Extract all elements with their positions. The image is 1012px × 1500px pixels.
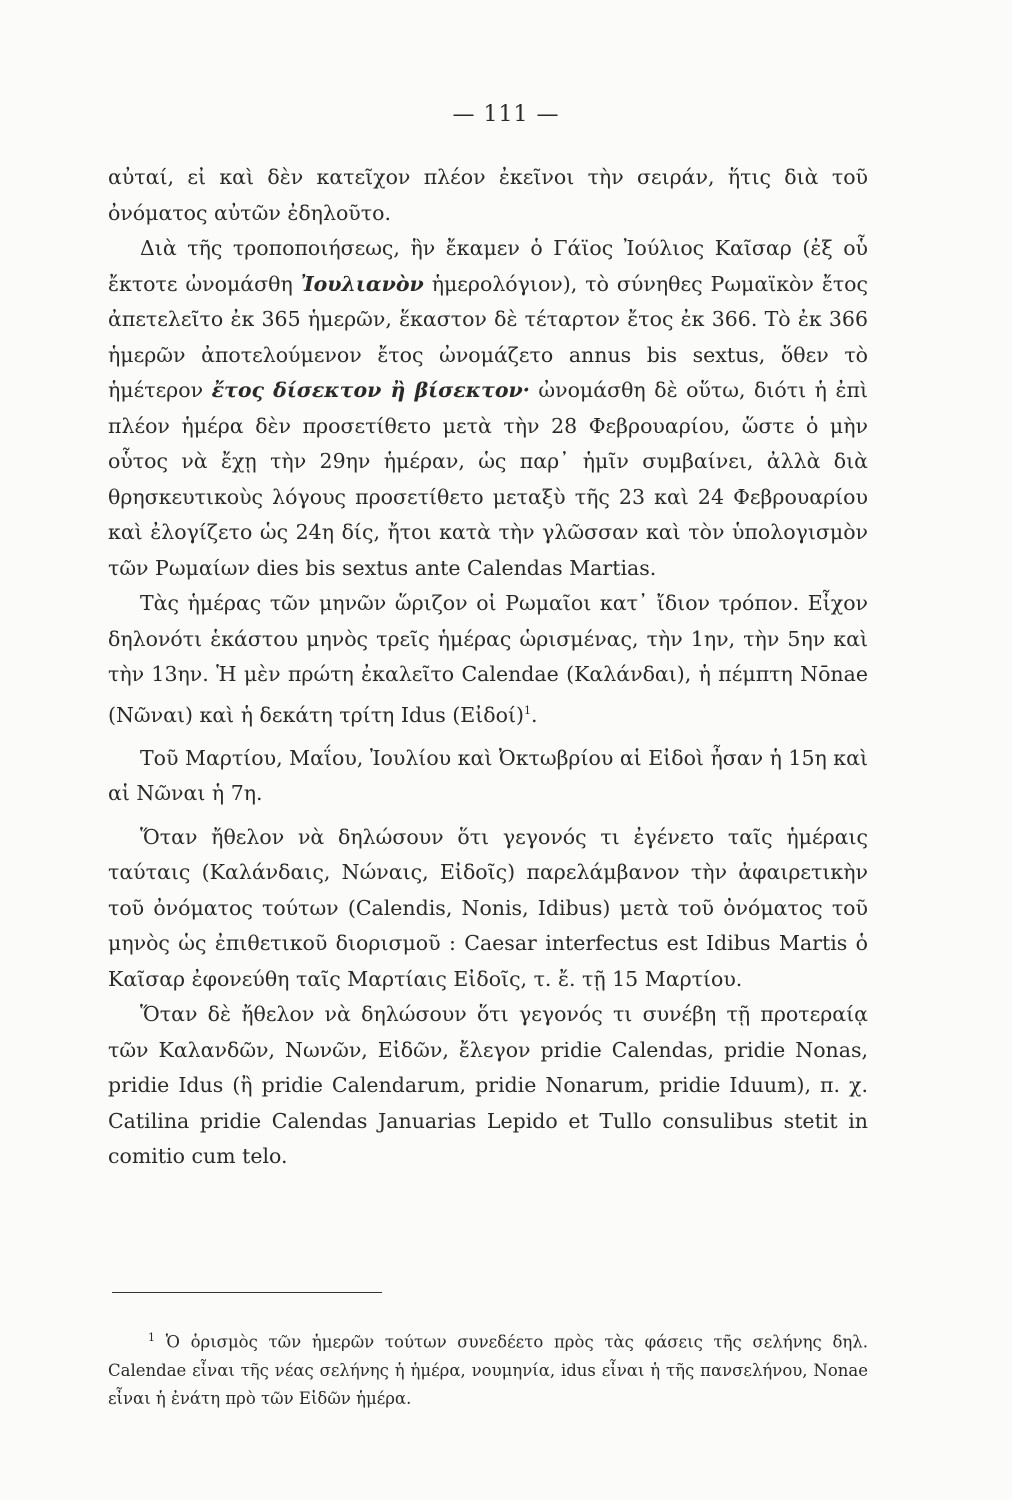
term-julian: Ἰουλιανὸν <box>300 271 424 296</box>
body-text <box>108 160 868 1175</box>
footnote-reference: 1 <box>524 703 532 717</box>
footnote-marker: 1 <box>148 1331 155 1344</box>
term-leap-year: ἔτος δίσεκτον ἢ βίσεκτον· <box>211 378 530 402</box>
paragraph-month-days-text: Τὰς ἡμέρας τῶν μηνῶν ὥριζον οἱ Ρωμαῖοι κατ᾽ ἴδιον τρόπον. Εἶχον δηλονότι ἑκάστου μηνὸς τρεῖς ἡμέρας ὡρισμένας, τὴν 1ην, τὴν 5ην καὶ τὴν 13ην. Ἡ μὲν πρώτη ἐκαλεῖτο Calendae (Καλάνδαι), ἡ πέμπτη Nōnae (Νῶναι) καὶ ἡ δεκάτη τρίτη Idus (Εἰδοί) <box>108 591 868 727</box>
paragraph-julian-part-2: ἡμερολόγιον), τὸ σύνηθες Ρωμαϊκὸν ἔτος ἀπετελεῖτο ἐκ 365 ἡμερῶν, ἕκαστον δὲ τέταρτον ἔτος ἐκ 366. Τὸ ἐκ 366 ἡμερῶν ἀποτελούμενον ἔτος ὠνομάζετο annus bis sextus, ὅθεν τὸ ἡμέτερον <box>108 271 869 402</box>
paragraph-julian-calendar <box>108 231 868 586</box>
paragraph-ides: Τοῦ Μαρτίου, Μαΐου, Ἰουλίου καὶ Ὀκτωβρίου αἱ Εἰδοὶ ἦσαν ἡ 15η καὶ αἱ Νῶναι ἡ 7η. <box>108 745 868 806</box>
paragraph-julian-part-3: ὠνομάσθη δὲ οὕτω, διότι ἡ ἐπὶ πλέον ἡμέρα δὲν προσετίθετο μετὰ τὴν 28 Φεβρουαρίου, ὥστε ὁ μὴν οὗτος νὰ ἔχῃ τὴν 29ην ἡμέραν, ὡς παρ᾽ ἡμῖν συμβαίνει, ἀλλὰ διὰ θρησκευτικοὺς λόγους προσετίθετο μεταξὺ τῆς 23 καὶ 24 Φεβρουαρίου καὶ ἐλογίζετο ὡς 24η δίς, ἤτοι κατὰ τὴν γλῶσσαν καὶ τὸν ὑπολογισμὸν τῶν Ρωμαίων dies bis sextus ante Calendas Martias. <box>108 378 868 580</box>
footnote-text: Ὁ ὁρισμὸς τῶν ἡμερῶν τούτων συνεδέετο πρὸς τὰς φάσεις τῆς σελήνης δηλ. Calendae εἶναι τῆς νέας σελήνης ἡ ἡμέρα, νουμηνία, idus εἶναι ἡ τῆς πανσελήνου, Nonae εἶναι ἡ ἐνάτη πρὸ τῶν Εἰδῶν ἡμέρα. <box>108 1332 868 1408</box>
paragraph-month-days <box>108 586 868 733</box>
footnote-divider <box>112 1292 382 1293</box>
page-number: — 111 — <box>452 102 560 127</box>
paragraph-pridie: Ὅταν δὲ ἤθελον νὰ δηλώσουν ὅτι γεγονός τι συνέβη τῇ προτεραίᾳ τῶν Καλανδῶν, Νωνῶν, Εἰδῶν, ἔλεγον pridie Calendas, pridie Nonas, pridie Idus (ἢ pridie Calendarum, pridie Nonarum, pridie Iduum), π. χ. Catilina pridie Calendas Januarias Lepido et Tullo consulibus stetit in comitio cum telo. <box>108 1002 868 1169</box>
paragraph-continuation: αὐταί, εἰ καὶ δὲν κατεῖχον πλέον ἐκεῖνοι τὴν σειράν, ἥτις διὰ τοῦ ὀνόματος αὐτῶν ἐδηλοῦτο. <box>108 165 868 225</box>
footnote <box>108 1324 868 1413</box>
paragraph-ablative: Ὅταν ἤθελον νὰ δηλώσουν ὅτι γεγονός τι ἐγένετο ταῖς ἡμέραις ταύταις (Καλάνδαις, Νώναις, Εἰδοῖς) παρελάμβανον τὴν ἀφαιρετικὴν τοῦ ὀνόματος τούτων (Calendis, Nonis, Idibus) μετὰ τοῦ ὀνόματος τοῦ μηνὸς ὡς ἐπιθετικοῦ διορισμοῦ : Caesar interfectus est Idibus Martis ὁ Καῖσαρ ἐφονεύθη ταῖς Μαρτίαις Εἰδοῖς, τ. ἔ. τῇ 15 Μαρτίου. <box>108 824 868 991</box>
paragraph-month-days-tail: . <box>531 702 538 727</box>
paragraph-julian-part-1: Διὰ τῆς τροποποιήσεως, ἣν ἔκαμεν ὁ Γάϊος Ἰούλιος Καῖσαρ (ἐξ οὗ ἔκτοτε ὠνομάσθη <box>108 236 868 296</box>
